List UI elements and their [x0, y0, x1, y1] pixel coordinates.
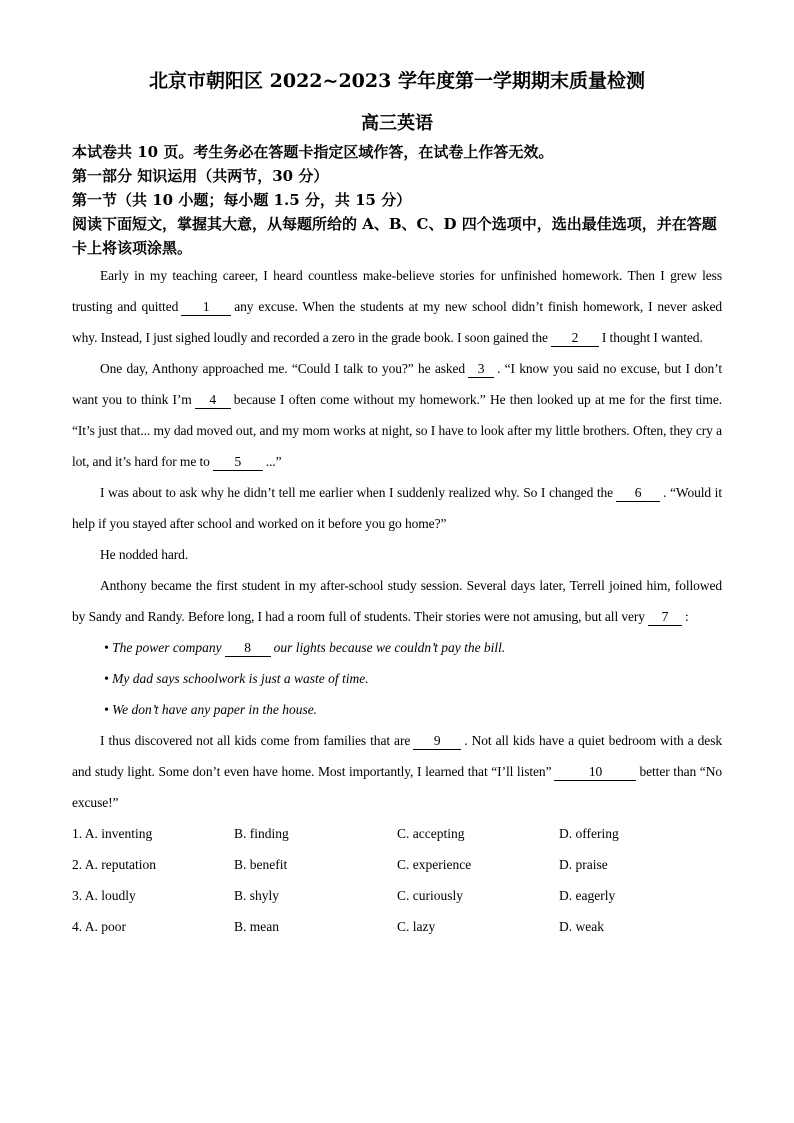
passage-paragraph-6: I thus discovered not all kids come from families that are 9 . Not all kids have a quiet bedroom with a desk and study light. Some don’t even have home. Most importantly, I learned that “I’ll listen” 10 better than “No excuse!” [72, 733, 722, 810]
instruction-directions: 阅读下面短文，掌握其大意，从每题所给的 A、B、C、D 四个选项中，选出最佳选项，并在答题卡上将该项涂黑。 [72, 215, 717, 257]
blank-7: 7 [648, 609, 682, 626]
option-c: C. curiously [397, 888, 463, 903]
blank-6: 6 [616, 485, 660, 502]
option-a: 2. A. reputation [72, 857, 156, 872]
option-c: C. experience [397, 857, 472, 872]
blank-9: 9 [413, 733, 461, 750]
option-c: C. accepting [397, 826, 465, 841]
instruction-part-one: 第一部分 知识运用（共两节，30 分） [72, 167, 329, 185]
quote-item: • The power company 8 our lights because we couldn’t pay the bill. [104, 640, 506, 655]
option-b: B. shyly [234, 888, 280, 903]
passage-paragraph-1: Early in my teaching career, I heard countless make-believe stories for unfinished homework. Then I grew less trusting and quitted 1 any excuse. When the students at my new school didn’t finish homework, I never asked why. Instead, I just sighed loudly and recorded a zero in the grade book. I soon gained the 2 I thought I wanted. [72, 268, 722, 345]
blank-10: 10 [554, 764, 636, 781]
options-list [72, 818, 722, 942]
blank-2: 2 [551, 330, 599, 347]
blank-8: 8 [225, 640, 271, 657]
instruction-pages: 本试卷共 10 页。考生务必在答题卡指定区域作答，在试卷上作答无效。 [72, 143, 554, 161]
option-d: D. weak [559, 919, 604, 934]
blank-4: 4 [195, 392, 231, 409]
passage-paragraph-3: I was about to ask why he didn’t tell me earlier when I suddenly realized why. So I changed the 6 . “Would it help if you stayed after school and worked on it before you go home?” [72, 485, 722, 531]
passage-paragraph-5: Anthony became the first student in my after-school study session. Several days later, Terrell joined him, followed by Sandy and Randy. Before long, I had a room full of students. Their stories were not amusing, but all very 7 : [72, 578, 722, 624]
blank-5: 5 [213, 454, 263, 471]
option-row [72, 849, 722, 880]
instruction-section-one: 第一节（共 10 小题；每小题 1.5 分，共 15 分） [72, 191, 412, 209]
option-d: D. offering [559, 826, 619, 841]
option-a: 3. A. loudly [72, 888, 136, 903]
option-d: D. praise [559, 857, 608, 872]
option-b: B. finding [234, 826, 289, 841]
option-a: 1. A. inventing [72, 826, 153, 841]
quote-item: • We don’t have any paper in the house. [104, 702, 318, 717]
option-a: 4. A. poor [72, 919, 126, 934]
exam-title: 北京市朝阳区 2022~2023 学年度第一学期期末质量检测 [149, 70, 645, 92]
option-row [72, 880, 722, 911]
blank-3: 3 [468, 361, 494, 378]
option-d: D. eagerly [559, 888, 616, 903]
exam-page [72, 64, 722, 942]
option-b: B. mean [234, 919, 279, 934]
passage-paragraph-2: One day, Anthony approached me. “Could I talk to you?” he asked 3 . “I know you said no excuse, but I don’t want you to think I’m 4 because I often come without my homework.” He then looked up at me for the first time. “It’s just that... my dad moved out, and my mom works at night, so I have to look after my little brothers. Often, they cry a lot, and it’s hard for me to 5 ...” [72, 361, 723, 469]
passage-paragraph-4: He nodded hard. [100, 547, 189, 562]
quote-item: • My dad says schoolwork is just a waste of time. [104, 671, 369, 686]
exam-subject: 高三英语 [361, 113, 433, 134]
option-c: C. lazy [397, 919, 436, 934]
option-row [72, 911, 722, 942]
option-row [72, 818, 722, 849]
option-b: B. benefit [234, 857, 288, 872]
blank-1: 1 [181, 299, 231, 316]
